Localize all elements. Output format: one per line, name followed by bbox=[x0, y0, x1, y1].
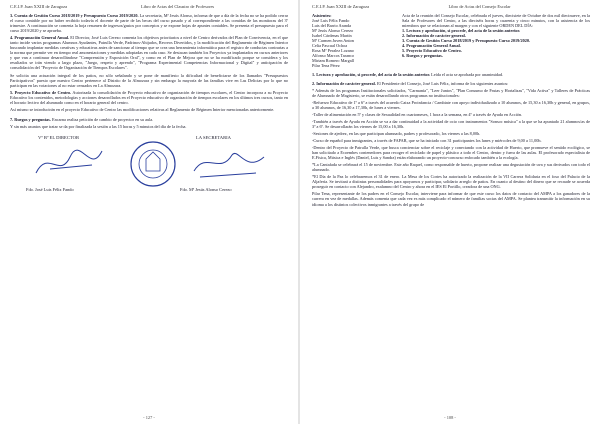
attendee-name: Luis del Barrio Aranda bbox=[312, 23, 352, 29]
attendee-name: Celia Pascual Ochoa bbox=[312, 43, 348, 49]
left-section-heading: 5. Proyecto Educativo de Centro. bbox=[10, 89, 72, 95]
meeting-intro-text: Acta de la reunión del Consejo Escolar, celebrada el jueves, diecisiete de Octubre de dos mil diecinueve, en la Sala de Profesores del Centro, a las dieciséis horas y cuarenta y cinco minutos, con la asistencia de los miembros que se relacionan al margen y con el siguiente ORDEN DEL DÍA: bbox=[402, 13, 590, 29]
right-page-number: - 108 - bbox=[444, 415, 456, 420]
agenda-item: 2. Información de carácter general. bbox=[402, 33, 466, 39]
attendee-name: Rosa Mª Peralez Lozano bbox=[312, 48, 354, 54]
left-section-text: Encarna realiza petición de cambio de proyector en su aula. bbox=[51, 116, 154, 122]
left-section bbox=[10, 124, 288, 129]
school-stamp bbox=[128, 139, 178, 189]
attendee-name: Mª Carmen Juven Anton bbox=[312, 38, 354, 44]
secretary-label: LA SECRETARIA bbox=[196, 134, 231, 140]
attendee-name: Pilar Tena Pérez bbox=[312, 63, 340, 69]
attendee-name: Miriam Romero Margall bbox=[312, 58, 354, 64]
left-page bbox=[0, 0, 298, 424]
attendees-title: Asistentes: bbox=[312, 13, 332, 18]
item1-text: Leída el acta se aprobada por unanimidad. bbox=[431, 71, 504, 77]
signature-block bbox=[10, 135, 288, 201]
left-section-text: Autorizada la consolidación de Proyecto educativo de organización de tiempos escolares, el Centro incorpora a su Proyecto Educativo los contenidos, metodologías y acciones desarrollados en el Proyecto educativo de organización de tiempos escolares en los últimos tres cursos, tanto en el horario lectivo del alumnado como en el horario general del centro. bbox=[10, 89, 288, 105]
left-section-text: Así mismo se introducirán en el proyecto Educativo de Centro las modificaciones relativas al Reglamento de Régimen Interior mencionadas anteriormente. bbox=[10, 106, 275, 112]
info-paragraph: -Sesiones de ajedrez, en las que participan alumnado, padres y profesorado, los viernes a las 8,00h. bbox=[312, 130, 481, 136]
item2-heading: 2. Información de carácter general. bbox=[312, 80, 376, 86]
left-section-text: Se solicita una actuación integral de los patios, no sólo señalando y se pone de manifiesto la dificultad de beneficiarse de los llamados "Presupuestos Participativos" puesto que nuestro Centro pertenece al Distrito de la Almozara y sin embargo la mayoría de las familias vive en Las Delicias por lo que no participan en las votaciones al no estar censados en La Almozara. bbox=[10, 72, 288, 88]
left-section-heading: 4. Programación General Anual. bbox=[10, 35, 70, 41]
secretary-signature bbox=[186, 143, 276, 183]
info-paragraph: -Curso de español para inmigrantes, a través de FAPAR, que se ha iniciado con 31 participantes los lunes y miércoles de 9,00 a 11,00h. bbox=[312, 137, 542, 143]
info-paragraph: *El Día de la Paz lo celebraremos el 31 de enero. La Mesa de los Cortes ha autorizado la realización de la VII Carrera Solidaria en el foso del Palacio de la Aljafería. Se invitará a distintas personalidades para apoyarnos y participar, solidario arreglo de patios. En cuanto al destino del dinero que se recaude se acuerda proseguir en contacto con Alejandro, exalumno del Centro y ahora en el IES El Portillo, creadora de una ONG. bbox=[312, 174, 590, 190]
left-section bbox=[10, 73, 288, 88]
left-section-text: El Director, José Luis Cerezo comenta los objetivos prioritarios a nivel de Centro derivados del Plan de Convivencia, en el que tanto incide varios programas Alumnos Ayudantes, Patrulla Verde, Padrinos-Ahijados, Recreos Divertidos, y la modificación del Reglamento de Régimen Interior buscando implantar medidas creativas y educativas antes de sancionar al tiempo que se crea una herramienta informática para el registro de conductas contrarias a la norma que permite ver en tiempo real amonestaciones y medidas adoptadas en cada caso. Se destacan también los Proyectos ya implantados en cursos anteriores y que van a continuar desarrollándose "Comprensión y Exposición Oral", y como en el Plan de Mejora que no se ha modificado porque se considera y los resultados se irán viendo a largo plazo, "Juego, respeto y aprendo", "Programa Experimental Competencias Informacional y Digital" y anticipación de consolidación del "Proyecto de Organización de Tiempos Escolares". bbox=[10, 35, 289, 71]
item2-bullets bbox=[312, 88, 590, 207]
left-section-text: Y sin más asuntos que tratar se da por finalizada la sesión a las 15 horas y 5 minutos del día de la fecha. bbox=[10, 123, 187, 129]
attendee-name: Isabel Cárdenas Martín bbox=[312, 33, 352, 39]
director-signature bbox=[30, 143, 120, 183]
left-section-text: La secretaria, Mª Jesús Alonso, informa de que a día de la fecha no se ha podido cerrar el curso contable por no haber recibido todavía el docente de parte de las becas del curso pasado y al correspondiente a las comidas de las monitoras del 3º trimestre. A continuación se comenta la hoja resumen de ingresos/gastos por conceptos y se expone hojas de apuntes contables. Se presenta el presupuesto para el curso 2019/2020 y se aprueba. bbox=[10, 13, 288, 34]
right-header-school: C.E.I.P. Juan XXIII de Zaragoza bbox=[312, 4, 370, 9]
left-section bbox=[10, 117, 288, 122]
director-label: Vº Bº EL DIRECTOR bbox=[38, 134, 80, 140]
info-paragraph: -Taller de alimentación en 5º y clases de Sexualidad en cuartomeses, 1 hora a la semana, en 4º a través de Ayuda en Acción. bbox=[312, 111, 523, 117]
attendee-name: Alfonso Marcos Taranco bbox=[312, 53, 355, 59]
attendees-list bbox=[312, 13, 402, 69]
left-header-book: Libro de Actas del Claustro de Profesores bbox=[140, 4, 215, 9]
agenda-list bbox=[402, 28, 590, 58]
agenda-item: 4. Programación General Anual. bbox=[402, 43, 461, 49]
info-paragraph: -Refuerzo Educativo de 1º a 6º a través del acuerdo Caixa Proinfancia / Cambiate con apoyo individualizado a 10 alumnos, de 15,30 a 16,30h y general, en grupos, a 30 alumnos, de 16,30 a 17,30h, de lunes a viernes. bbox=[312, 99, 590, 110]
attendee-name: José Luis Félix Fando bbox=[312, 18, 350, 24]
agenda-item: 3. Cuenta de Gestión Curso 2018/2019 y Presupuesto Curso 2019/2020. bbox=[402, 38, 531, 44]
left-header-school: C.E.I.P. Juan XXIII de Zaragoza bbox=[10, 4, 68, 9]
attendance-block bbox=[312, 13, 590, 69]
right-page-header bbox=[312, 4, 590, 9]
agenda-item: 5. Proyecto Educativo de Centro. bbox=[402, 48, 462, 54]
info-paragraph: * Además de los programas Institucionales solicitados, "Carmanía", "Leer Juntos", "Plan Consumo de Frutas y Hortalizas", "Vida Activa" y Talleres de Prácticas de Alumnado de Magisterio, se están desarrollando otros programas no institucionales: bbox=[312, 87, 590, 98]
meeting-intro bbox=[402, 13, 590, 69]
info-paragraph: *La Cantafada se celebrará el 15 de noviembre. Este año Raquel, como responsable de huerto, propone realizar una degustación de uva y sus derivados con todo el alumnado. bbox=[312, 162, 590, 173]
agenda-item: 6. Ruegos y preguntas. bbox=[402, 53, 443, 59]
item1-heading: 1. Lectura y aprobación, si procede, del acta de la sesión anterior. bbox=[312, 71, 431, 77]
info-paragraph: -También a través de Ayuda en Acción se va a dar continuidad a la actividad de ocio con instrumentos "Sonsoc música" a la que se ha apuntado 21 alumnos/as de 3º a 6º. Se desarrollarán los viernes de 15,00 a 16,30h. bbox=[312, 118, 590, 129]
left-section bbox=[10, 35, 288, 70]
director-name: Fdo. José Luis Félix Fando bbox=[26, 186, 74, 192]
left-section-heading: 3. Cuenta de Gestión Curso 2018/2019 y Presupuesto Curso 2019/2020. bbox=[10, 13, 139, 18]
left-page-header bbox=[10, 4, 288, 9]
left-section bbox=[10, 13, 288, 33]
right-page bbox=[300, 0, 600, 424]
right-header-book: Libro de Actas del Consejo Escolar bbox=[448, 4, 511, 9]
left-page-number: - 127 - bbox=[143, 415, 155, 420]
attendee-name: Mª Jesús Alonso Cerezo bbox=[312, 28, 354, 34]
left-section bbox=[10, 90, 288, 105]
info-paragraph: Pilar Tena, representante de los padres en el Consejo Escolar, interviene para informar de que este curso los datos de contacto del AMPA a los ganadores de la carrera en vez de medallas. Además comenta que cada vez es más complicado el número de familias socias del AMPA. Se plantea transmitir la información en su idioma a los distintos colectivos inmigrantes a través del grupo de bbox=[312, 191, 590, 207]
secretary-name: Fdo. Mª Jesús Alonso Cerezo bbox=[180, 186, 232, 192]
agenda-item: 1. Lectura y aprobación, si procede, del acta de la sesión anterior. bbox=[402, 28, 521, 34]
item2-text: El Presidente del Consejo, José Luis Félix, informa de los siguientes asuntos: bbox=[376, 80, 509, 86]
left-sections bbox=[10, 13, 288, 129]
left-section-heading: 7. Ruegos y preguntas. bbox=[10, 116, 51, 122]
left-section bbox=[10, 107, 288, 112]
info-paragraph: -Dentro del Proyecto de Patrulla Verde, que busca concienciar sobre el reciclaje y conectando con la actividad de Huerto, que promueve el sentido ecológico, se han solicitado a Ecoembes contenedores para recoger el reciclado de papel y plástico a todo el Centro, dentro y fuera de las aulas. El profesorado especialista de E.Física, Música e Inglés (Daniel, Luis y Sandra) están elaborando un proyecto-concurso enfocado también a la ecología. bbox=[312, 145, 590, 161]
